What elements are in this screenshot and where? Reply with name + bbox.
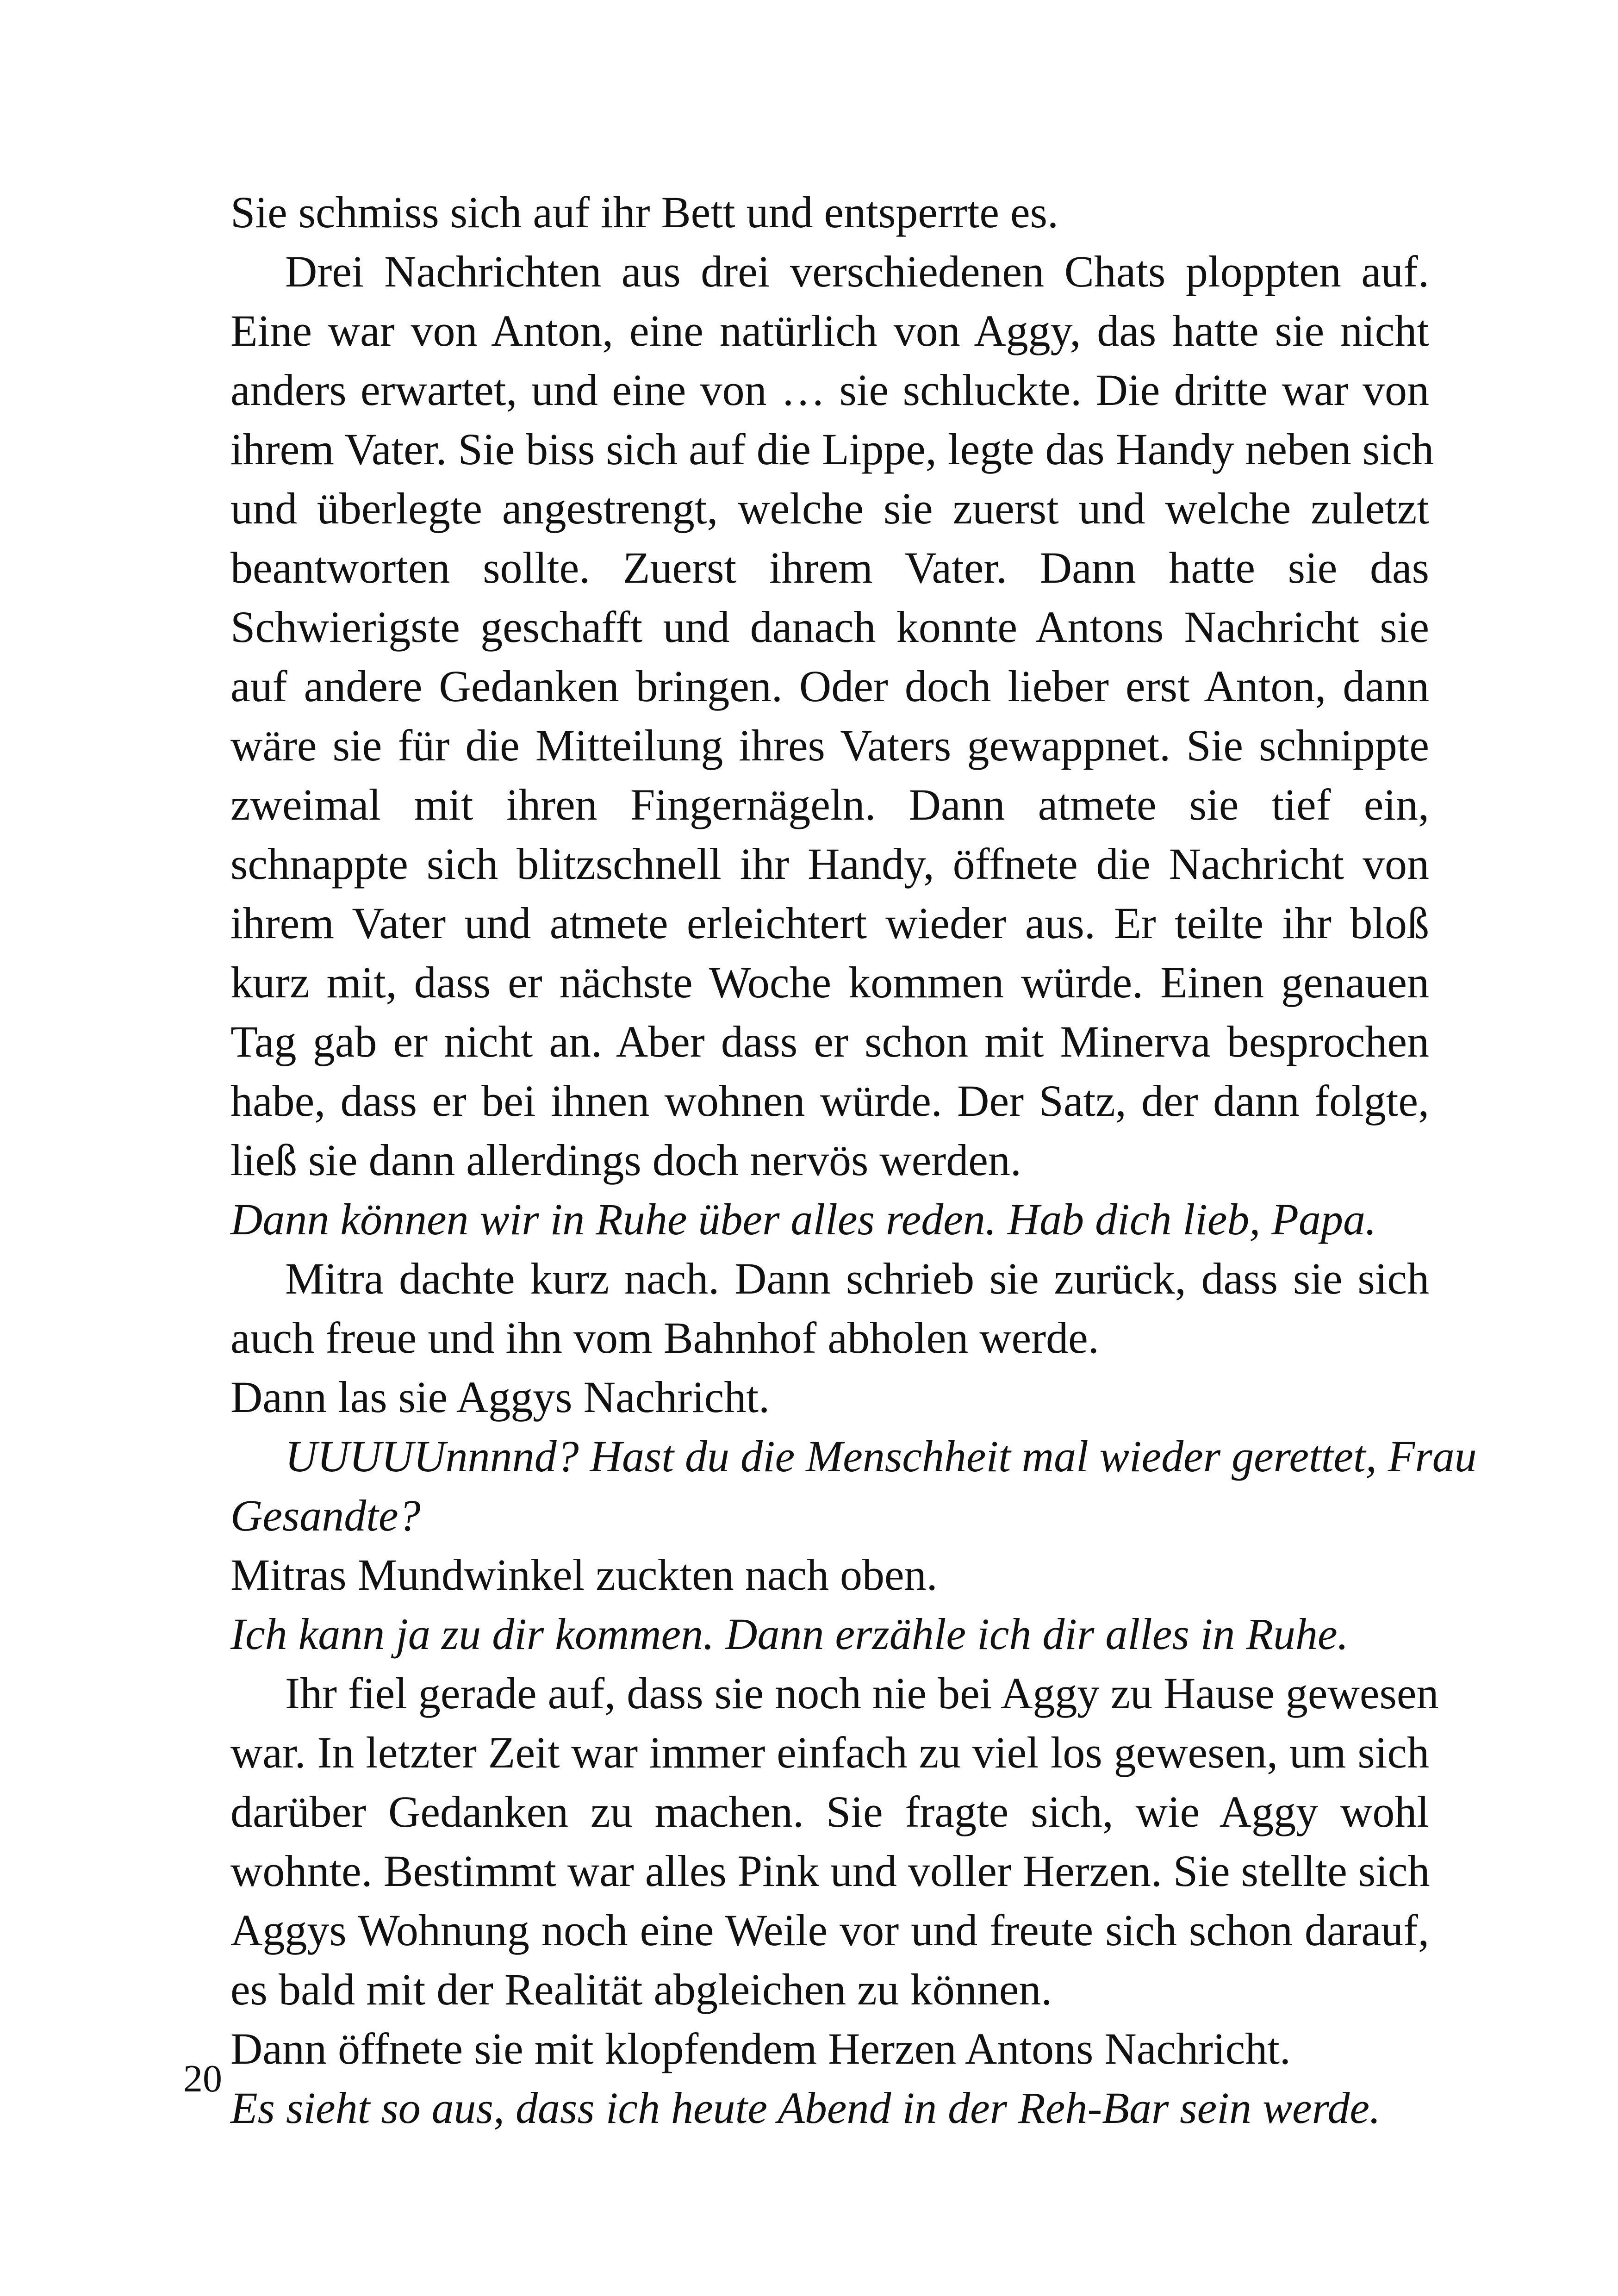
text-line: Ihr fiel gerade auf, dass sie noch nie bei Aggy zu Hause gewesen bbox=[285, 1668, 1439, 1718]
text-line: schnappte sich blitzschnell ihr Handy, öffnete die Nachricht von bbox=[230, 839, 1429, 889]
message-text-line: Es sieht so aus, dass ich heute Abend in der Reh-Bar sein werde. bbox=[230, 2083, 1381, 2133]
text-line: wäre sie für die Mitteilung ihres Vaters gewappnet. Sie schnippte bbox=[230, 721, 1429, 770]
message-text-line: Gesandte? bbox=[230, 1491, 421, 1540]
text-line: es bald mit der Realität abgleichen zu können. bbox=[230, 1965, 1052, 2014]
text-line: Drei Nachrichten aus drei verschiedenen Chats ploppten auf. bbox=[285, 247, 1429, 296]
message-text-line: Dann können wir in Ruhe über alles reden. Hab dich lieb, Papa. bbox=[230, 1195, 1377, 1244]
body-text bbox=[230, 183, 1477, 2138]
text-line: Sie schmiss sich auf ihr Bett und entsperrte es. bbox=[230, 187, 1058, 237]
message-text-line: UUUUUnnnnd? Hast du die Menschheit mal wieder gerettet, Frau bbox=[285, 1431, 1477, 1481]
text-line: auch freue und ihn vom Bahnhof abholen werde. bbox=[230, 1313, 1099, 1363]
text-line: Aggys Wohnung noch eine Weile vor und freute sich schon darauf, bbox=[230, 1905, 1429, 1955]
message-text-line: Ich kann ja zu dir kommen. Dann erzähle ich dir alles in Ruhe. bbox=[230, 1609, 1349, 1659]
text-line: Tag gab er nicht an. Aber dass er schon mit Minerva besprochen bbox=[230, 1017, 1429, 1066]
text-line: Mitras Mundwinkel zuckten nach oben. bbox=[230, 1550, 938, 1599]
text-line: ihrem Vater und atmete erleichtert wieder aus. Er teilte ihr bloß bbox=[230, 898, 1429, 948]
text-line: Mitra dachte kurz nach. Dann schrieb sie zurück, dass sie sich bbox=[285, 1254, 1429, 1303]
text-line: wohnte. Bestimmt war alles Pink und voller Herzen. Sie stellte sich bbox=[230, 1846, 1430, 1896]
text-line: auf andere Gedanken bringen. Oder doch lieber erst Anton, dann bbox=[230, 661, 1429, 711]
text-line: Eine war von Anton, eine natürlich von Aggy, das hatte sie nicht bbox=[230, 306, 1429, 355]
text-line: ließ sie dann allerdings doch nervös werden. bbox=[230, 1135, 1021, 1185]
text-line: Dann las sie Aggys Nachricht. bbox=[230, 1372, 770, 1422]
page-number: 20 bbox=[183, 2057, 222, 2100]
text-line: Dann öffnete sie mit klopfendem Herzen Antons Nachricht. bbox=[230, 2024, 1291, 2073]
text-line: ihrem Vater. Sie biss sich auf die Lippe, legte das Handy neben sich bbox=[230, 424, 1434, 474]
text-line: war. In letzter Zeit war immer einfach zu viel los gewesen, um sich bbox=[230, 1728, 1429, 1777]
text-line: habe, dass er bei ihnen wohnen würde. Der Satz, der dann folgte, bbox=[230, 1076, 1429, 1126]
text-line: beantworten sollte. Zuerst ihrem Vater. Dann hatte sie das bbox=[230, 543, 1429, 592]
text-line: kurz mit, dass er nächste Woche kommen würde. Einen genauen bbox=[230, 958, 1429, 1007]
text-line: zweimal mit ihren Fingernägeln. Dann atmete sie tief ein, bbox=[230, 780, 1429, 829]
text-line: und überlegte angestrengt, welche sie zuerst und welche zuletzt bbox=[230, 484, 1429, 533]
text-line: anders erwartet, und eine von … sie schluckte. Die dritte war von bbox=[230, 365, 1429, 415]
text-line: darüber Gedanken zu machen. Sie fragte sich, wie Aggy wohl bbox=[230, 1787, 1429, 1836]
text-line: Schwierigste geschafft und danach konnte Antons Nachricht sie bbox=[230, 602, 1429, 652]
